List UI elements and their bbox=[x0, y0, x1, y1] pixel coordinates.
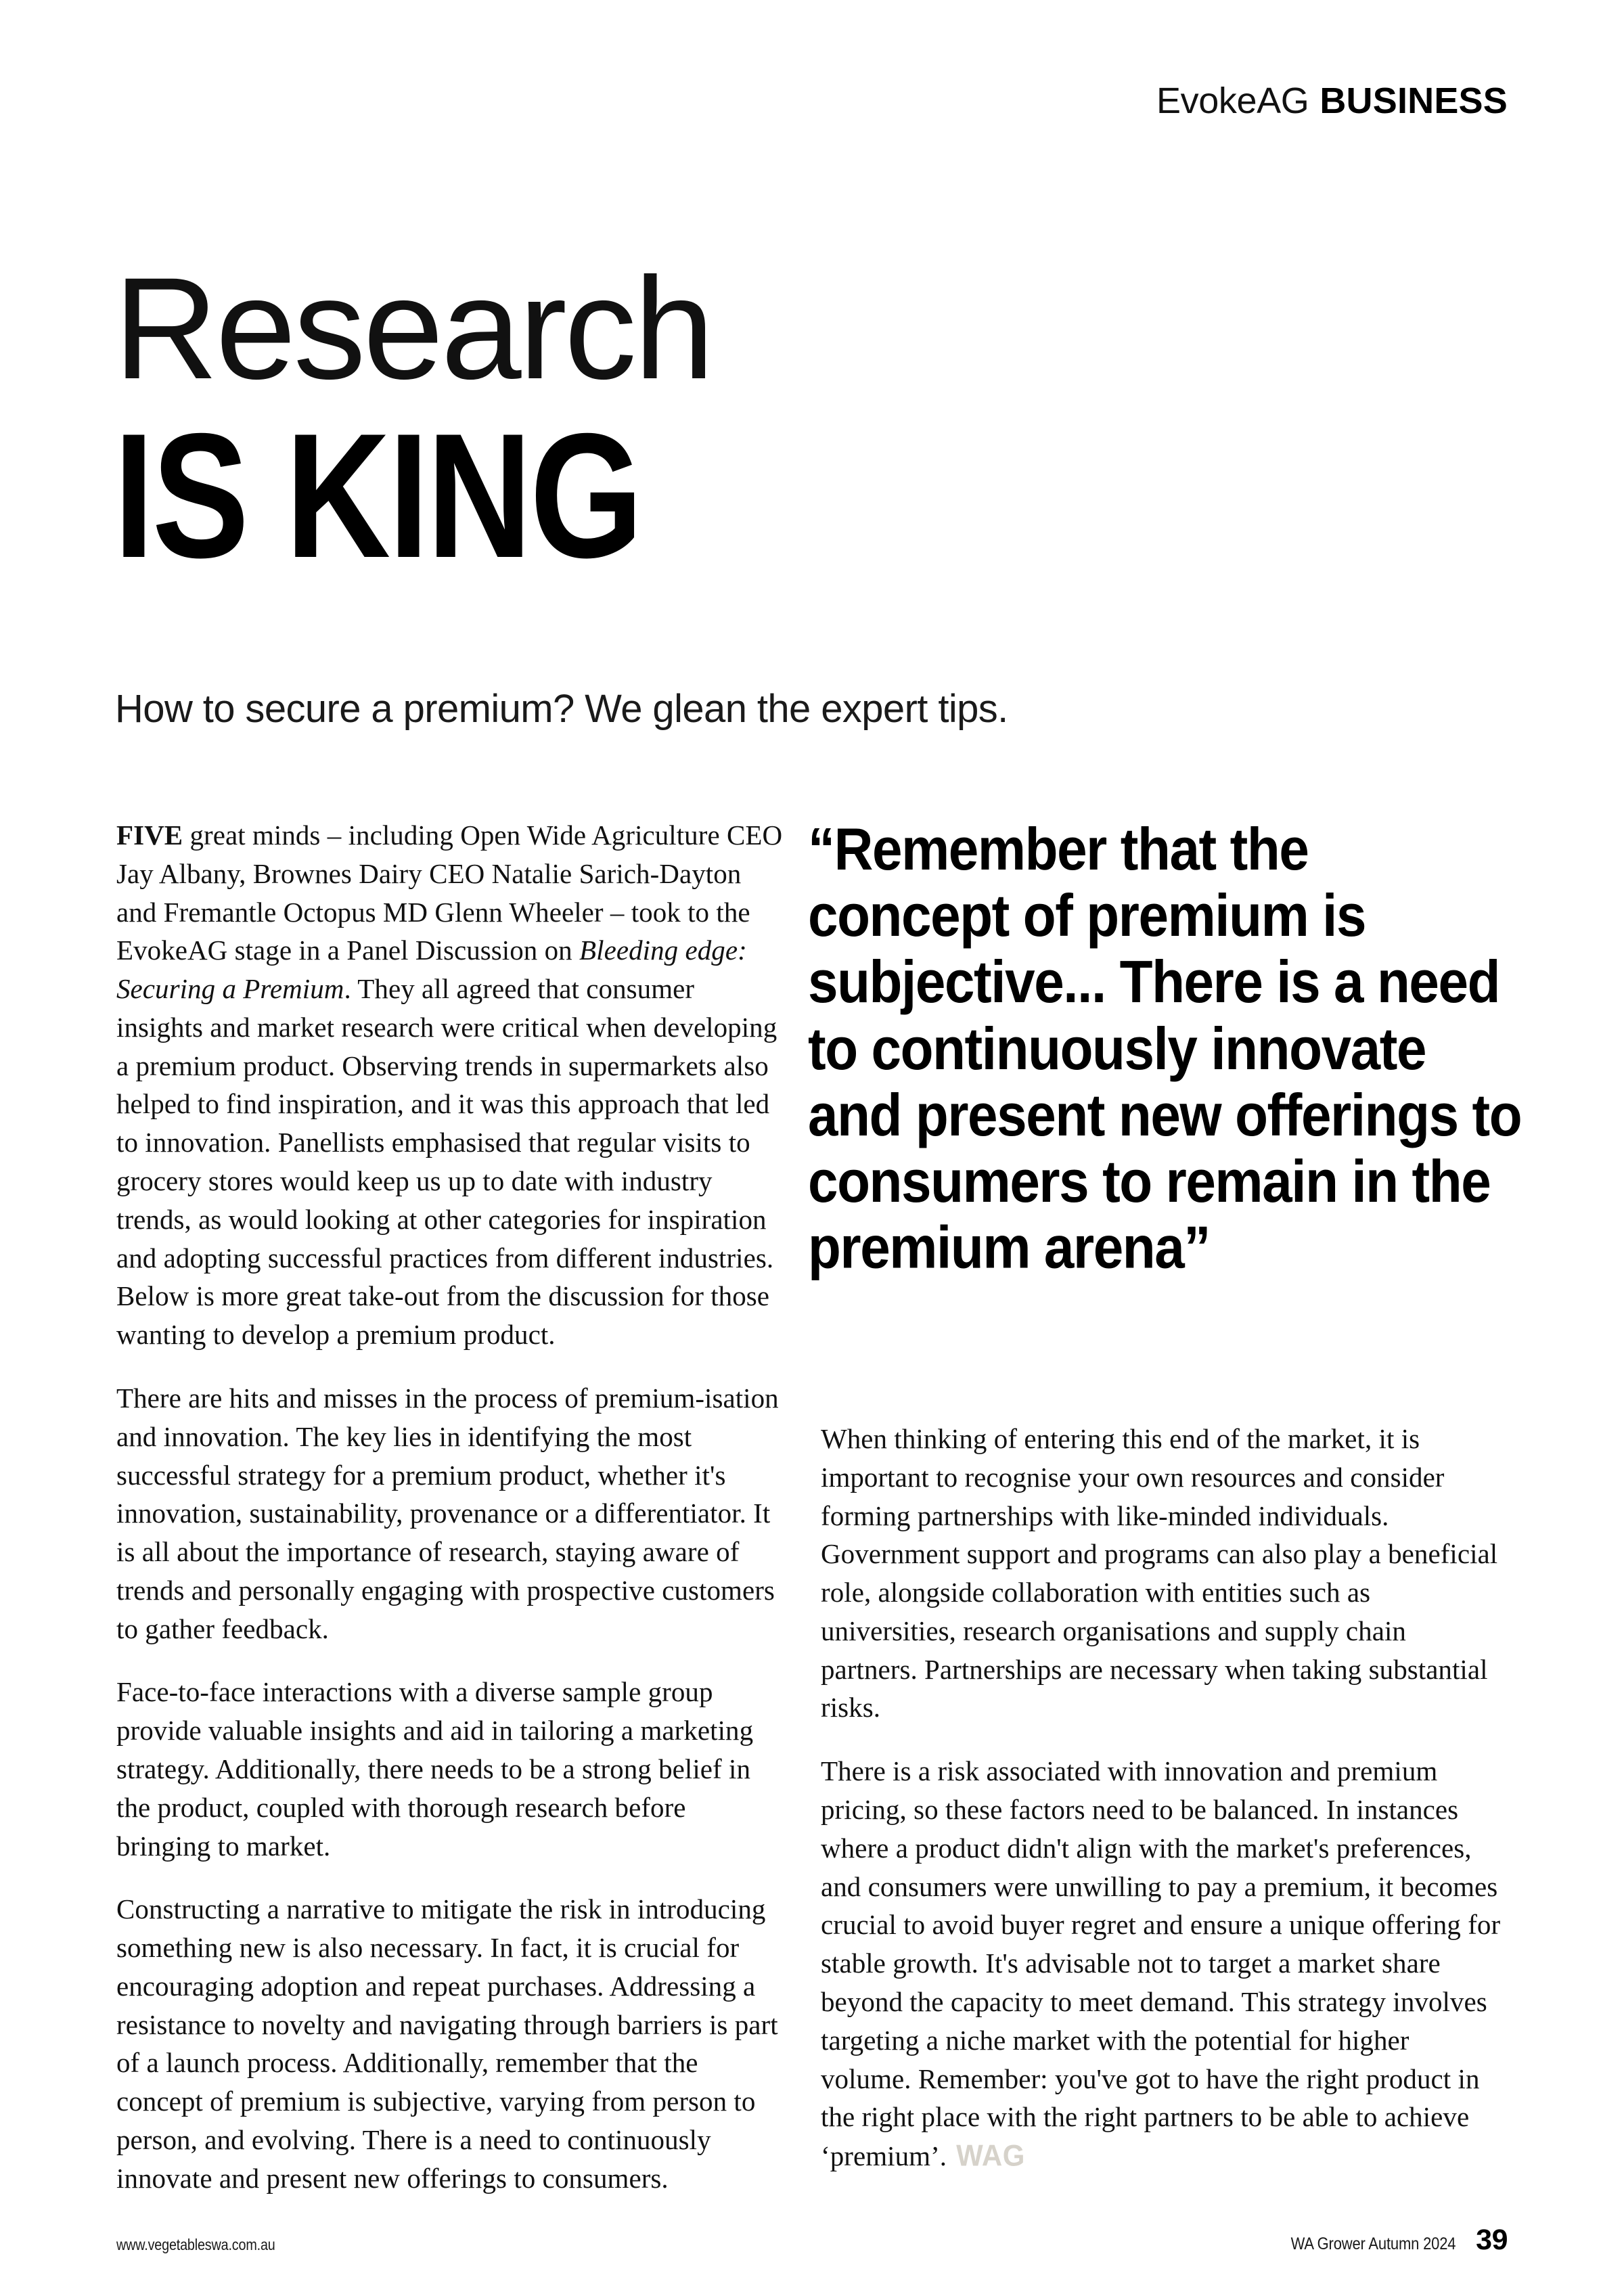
pullquote-text: “Remember that the concept of premium is subjective... There is a need to continuously innovate and present new offerings to consumers to remain in the premium arena” bbox=[808, 816, 1522, 1281]
publication-brand: EvokeAG bbox=[1156, 81, 1309, 121]
lead-in-word: FIVE bbox=[116, 819, 183, 851]
paragraph-premiumisation: There are hits and misses in the process of premium-isation and innovation. The key lies in identifying the most successful strategy for a premium product, whether it's innovation, sustainability, provenance or a differentiator. It is all about the importance of research, staying aware of trends and personally engaging with prospective customers to gather feedback. bbox=[116, 1382, 779, 1644]
footer-folio bbox=[1280, 2224, 1508, 2257]
paragraph-face-to-face: Face-to-face interactions with a diverse sample group provide valuable insights and aid in tailoring a marketing strategy. Additionally, there needs to be a strong belief in the product, coupled with thorough research before bringing to market. bbox=[116, 1676, 754, 1862]
standfirst: How to secure a premium? We glean the expert tips. bbox=[115, 687, 1008, 731]
article-column-left bbox=[116, 816, 783, 2198]
article-column-right bbox=[821, 1420, 1501, 2176]
section-label: BUSINESS bbox=[1320, 81, 1508, 121]
paragraph-intro-part-b: . They all agreed that consumer insights and market research were critical when developing a premium product. Observing trends in supermarkets also helped to find inspiration, and it was this approach that led to innovation. Panellists emphasised that regular visits to grocery stores would keep us up to date with industry trends, as would looking at other categories for inspiration and adopting successful practices from different industries. Below is more great take-out from the discussion for those wanting to develop a premium product. bbox=[116, 973, 777, 1351]
paragraph-narrative: Constructing a narrative to mitigate the risk in introducing something new is also necessary. In fact, it is crucial for encouraging adoption and repeat purchases. Addressing a resistance to novelty and navigating through barriers is part of a launch process. Additionally, remember that the concept of premium is subjective, varying from person to person, and evolving. There is a need to continuously innovate and present new offerings to consumers. bbox=[116, 1893, 778, 2194]
pullquote-container bbox=[808, 816, 1522, 1281]
footer-issue-label: WA Grower Autumn 2024 bbox=[1290, 2234, 1456, 2253]
paragraph-intro bbox=[116, 816, 783, 1354]
footer-website[interactable]: www.vegetableswa.com.au bbox=[116, 2236, 275, 2253]
paragraph-risk-text: There is a risk associated with innovation and premium pricing, so these factors need to be balanced. In instances where a product didn't align with the market's preferences, and consumers were unwilling to pay a premium, it becomes crucial to avoid buyer regret and ensure a unique offering for stable growth. It's advisable not to target a market share beyond the capacity to meet demand. This strategy involves targeting a niche market with the potential for higher volume. Remember: you've got to have the right product in the right place with the right partners to be able to achieve ‘premium’. bbox=[821, 1755, 1501, 2172]
masthead bbox=[114, 248, 1514, 595]
endmark-wag: WAG bbox=[956, 2138, 1025, 2173]
headline-line-one: Research bbox=[114, 248, 712, 409]
paragraph-intro-part-a: great minds – including Open Wide Agriculture CEO Jay Albany, Brownes Dairy CEO Natalie Sarich-Dayton and Fremantle Octopus MD Glenn Wheeler – took to the EvokeAG stage in a Panel Discussion on bbox=[116, 819, 783, 966]
headline-line-two: IS KING bbox=[114, 395, 641, 595]
panel-session-title: Bleeding edge: Securing a Premium bbox=[116, 935, 747, 1005]
page-number: 39 bbox=[1476, 2224, 1508, 2256]
running-header bbox=[1156, 80, 1508, 122]
paragraph-partnerships: When thinking of entering this end of the market, it is important to recognise your own resources and consider forming partnerships with like-minded individuals. Government support and programs can also play a beneficial role, alongside collaboration with entities such as universities, research organisations and supply chain partners. Partnerships are necessary when taking substantial risks. bbox=[821, 1423, 1498, 1724]
paragraph-risk bbox=[821, 1752, 1501, 2176]
